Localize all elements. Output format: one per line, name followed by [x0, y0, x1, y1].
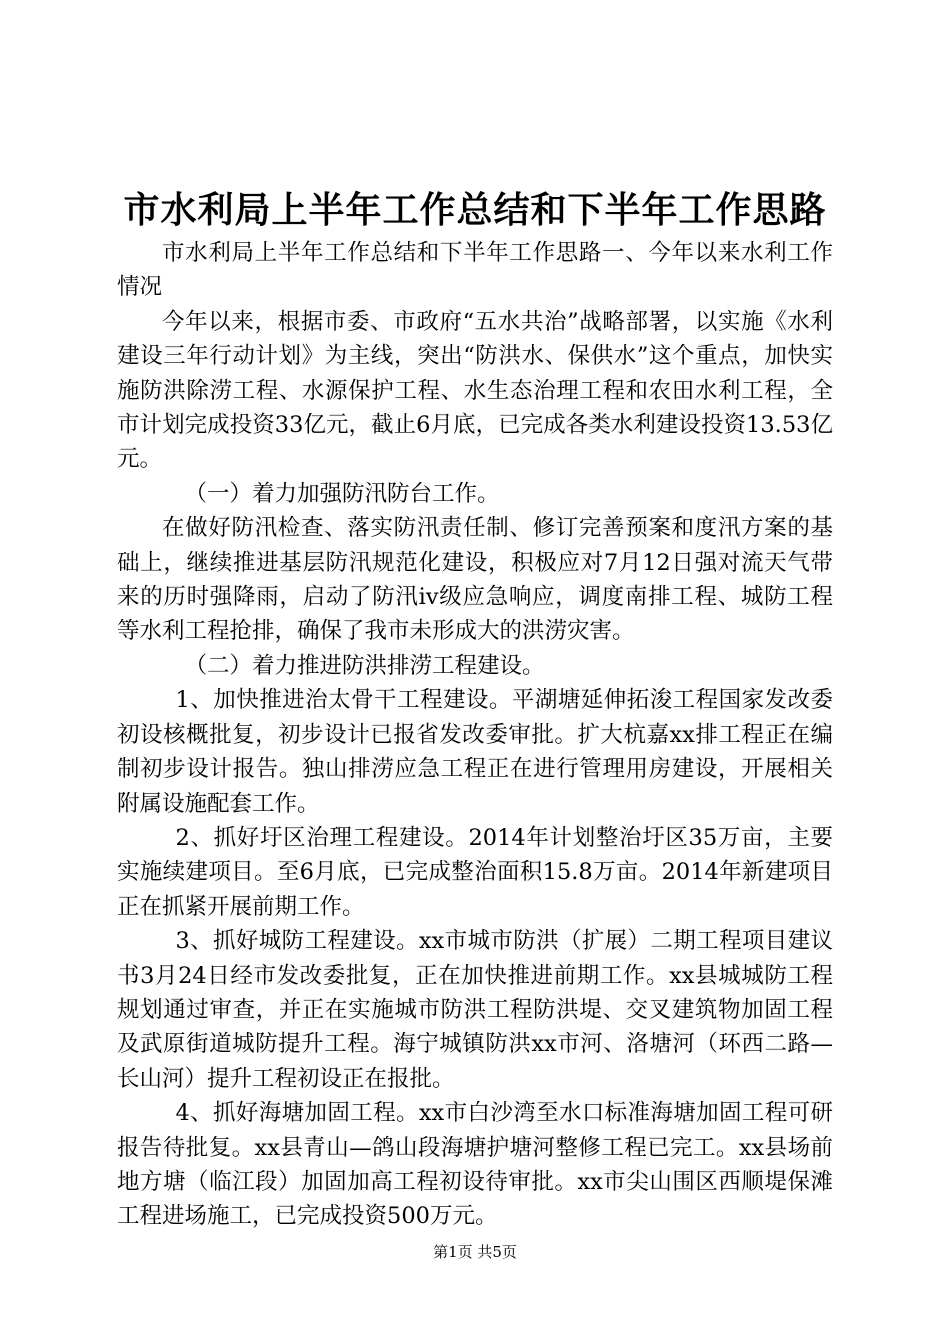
list-item-seawall: 4、抓好海塘加固工程。xx市白沙湾至水口标准海塘加固工程可研报告待批复。xx县青山—鸽山段海塘护塘河整修工程已完工。xx县场前地方塘（临江段）加固加高工程初设待审批。xx市尖山围区西顺堤保滩工程进场施工，已完成投资500万元。	[117, 1100, 833, 1230]
paragraph-flood-control: 在做好防汛检查、落实防汛责任制、修订完善预案和度汛方案的基础上，继续推进基层防汛规范化建设，积极应对7月12日强对流天气带来的历时强降雨，启动了防汛iv级应急响应，调度南排工程、城防工程等水利工程抢排，确保了我市未形成大的洪涝灾害。	[117, 515, 833, 645]
section-heading-flood-control: （一）着力加强防汛防台工作。	[184, 480, 500, 507]
paragraph-overview: 今年以来，根据市委、市政府“五水共治”战略部署，以实施《水利建设三年行动计划》为主线，突出“防洪水、保供水”这个重点，加快实施防洪除涝工程、水源保护工程、水生态治理工程和农田水利工程，全市计划完成投资33亿元，截止6月底，已完成各类水利建设投资13.53亿元。	[117, 308, 833, 473]
list-item-polder: 2、抓好圩区治理工程建设。2014年计划整治圩区35万亩，主要实施续建项目。至6月底，已完成整治面积15.8万亩。2014年新建项目正在抓紧开展前期工作。	[117, 824, 833, 920]
list-item-taihu: 1、加快推进治太骨干工程建设。平湖塘延伸拓浚工程国家发改委初设核概批复，初步设计已报省发改委审批。扩大杭嘉xx排工程正在编制初步设计报告。独山排涝应急工程正在进行管理用房建设，开展相关附属设施配套工作。	[117, 687, 833, 817]
section-heading-drainage: （二）着力推进防洪排涝工程建设。	[184, 652, 545, 679]
document-body	[117, 236, 833, 1234]
page-number-footer: 第1页 共5页	[433, 1243, 517, 1261]
paragraph-intro: 市水利局上半年工作总结和下半年工作思路一、今年以来水利工作情况	[117, 240, 833, 301]
document-title: 市水利局上半年工作总结和下半年工作思路	[123, 189, 827, 231]
list-item-city-defense: 3、抓好城防工程建设。xx市城市防洪（扩展）二期工程项目建议书3月24日经市发改委批复，正在加快推进前期工作。xx县城城防工程规划通过审查，并正在实施城市防洪工程防洪堤、交叉建筑物加固工程及武原街道城防提升工程。海宁城镇防洪xx市河、洛塘河（环西二路—长山河）提升工程初设正在报批。	[117, 928, 833, 1092]
